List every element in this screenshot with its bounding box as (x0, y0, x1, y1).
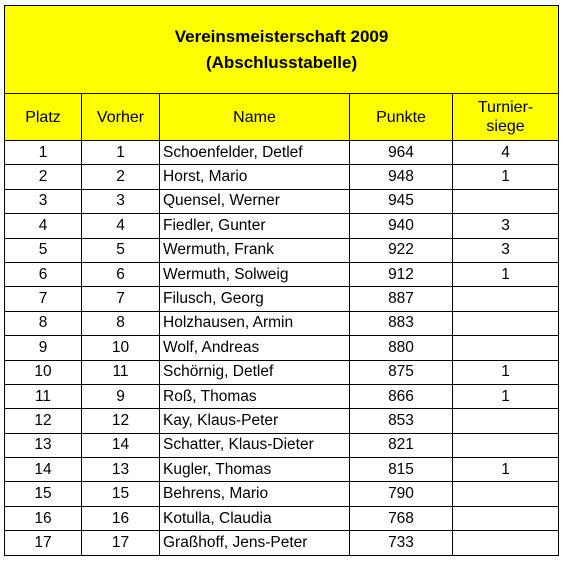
vorher-cell: 17 (82, 531, 160, 555)
header-turniersiege-line-2: siege (486, 118, 525, 135)
punkte-cell: 922 (350, 238, 453, 262)
vorher-cell: 9 (82, 384, 160, 408)
header-vorher: Vorher (82, 94, 160, 141)
table-row (5, 189, 559, 213)
header-turniersiege (453, 94, 559, 141)
title-row (5, 6, 559, 94)
punkte-cell: 768 (350, 506, 453, 530)
punkte-cell: 875 (350, 360, 453, 384)
punkte-cell: 880 (350, 336, 453, 360)
turniersiege-cell (453, 311, 559, 335)
title-line-2: (Abschlusstabelle) (205, 52, 358, 72)
platz-cell: 10 (5, 360, 82, 384)
turniersiege-cell: 1 (453, 262, 559, 286)
platz-cell: 16 (5, 506, 82, 530)
table-row (5, 384, 559, 408)
platz-cell: 11 (5, 384, 82, 408)
header-row (5, 94, 559, 141)
punkte-cell: 940 (350, 214, 453, 238)
punkte-cell: 945 (350, 189, 453, 213)
table-row (5, 433, 559, 457)
platz-cell: 9 (5, 336, 82, 360)
table-row (5, 458, 559, 482)
name-cell: Graßhoff, Jens-Peter (160, 531, 350, 555)
name-cell: Horst, Mario (160, 165, 350, 189)
turniersiege-cell: 1 (453, 384, 559, 408)
title-line-1: Vereinsmeisterschaft 2009 (174, 26, 389, 46)
platz-cell: 17 (5, 531, 82, 555)
turniersiege-cell: 1 (453, 458, 559, 482)
table-row (5, 409, 559, 433)
vorher-cell: 7 (82, 287, 160, 311)
platz-cell: 6 (5, 262, 82, 286)
turniersiege-cell (453, 189, 559, 213)
punkte-cell: 964 (350, 141, 453, 165)
turniersiege-cell (453, 482, 559, 506)
table-row (5, 262, 559, 286)
turniersiege-cell (453, 409, 559, 433)
vorher-cell: 4 (82, 214, 160, 238)
platz-cell: 14 (5, 458, 82, 482)
punkte-cell: 815 (350, 458, 453, 482)
header-name: Name (160, 94, 350, 141)
platz-cell: 4 (5, 214, 82, 238)
vorher-cell: 15 (82, 482, 160, 506)
platz-cell: 12 (5, 409, 82, 433)
standings-table (4, 5, 559, 556)
turniersiege-cell (453, 287, 559, 311)
platz-cell: 2 (5, 165, 82, 189)
vorher-cell: 16 (82, 506, 160, 530)
vorher-cell: 8 (82, 311, 160, 335)
name-cell: Behrens, Mario (160, 482, 350, 506)
vorher-cell: 12 (82, 409, 160, 433)
platz-cell: 3 (5, 189, 82, 213)
name-cell: Schoenfelder, Detlef (160, 141, 350, 165)
punkte-cell: 887 (350, 287, 453, 311)
turniersiege-cell (453, 433, 559, 457)
platz-cell: 13 (5, 433, 82, 457)
punkte-cell: 912 (350, 262, 453, 286)
vorher-cell: 14 (82, 433, 160, 457)
name-cell: Wermuth, Frank (160, 238, 350, 262)
header-platz: Platz (5, 94, 82, 141)
vorher-cell: 2 (82, 165, 160, 189)
vorher-cell: 3 (82, 189, 160, 213)
name-cell: Wermuth, Solweig (160, 262, 350, 286)
table-title (5, 6, 559, 94)
table-row (5, 336, 559, 360)
turniersiege-cell (453, 531, 559, 555)
vorher-cell: 6 (82, 262, 160, 286)
name-cell: Roß, Thomas (160, 384, 350, 408)
turniersiege-cell: 4 (453, 141, 559, 165)
name-cell: Quensel, Werner (160, 189, 350, 213)
punkte-cell: 821 (350, 433, 453, 457)
name-cell: Kotulla, Claudia (160, 506, 350, 530)
punkte-cell: 948 (350, 165, 453, 189)
vorher-cell: 5 (82, 238, 160, 262)
turniersiege-cell: 1 (453, 165, 559, 189)
vorher-cell: 11 (82, 360, 160, 384)
vorher-cell: 13 (82, 458, 160, 482)
name-cell: Schatter, Klaus-Dieter (160, 433, 350, 457)
name-cell: Wolf, Andreas (160, 336, 350, 360)
turniersiege-cell: 1 (453, 360, 559, 384)
header-punkte: Punkte (350, 94, 453, 141)
table-row (5, 165, 559, 189)
table-row (5, 311, 559, 335)
punkte-cell: 866 (350, 384, 453, 408)
turniersiege-cell (453, 336, 559, 360)
platz-cell: 1 (5, 141, 82, 165)
table-row (5, 531, 559, 555)
table-row (5, 506, 559, 530)
table-body (5, 141, 559, 556)
platz-cell: 8 (5, 311, 82, 335)
punkte-cell: 853 (350, 409, 453, 433)
table-row (5, 360, 559, 384)
table-row (5, 214, 559, 238)
punkte-cell: 790 (350, 482, 453, 506)
platz-cell: 7 (5, 287, 82, 311)
platz-cell: 5 (5, 238, 82, 262)
vorher-cell: 10 (82, 336, 160, 360)
turniersiege-cell: 3 (453, 214, 559, 238)
platz-cell: 15 (5, 482, 82, 506)
name-cell: Kugler, Thomas (160, 458, 350, 482)
vorher-cell: 1 (82, 141, 160, 165)
turniersiege-cell (453, 506, 559, 530)
name-cell: Schörnig, Detlef (160, 360, 350, 384)
table-row (5, 482, 559, 506)
name-cell: Holzhausen, Armin (160, 311, 350, 335)
name-cell: Kay, Klaus-Peter (160, 409, 350, 433)
punkte-cell: 883 (350, 311, 453, 335)
table-row (5, 141, 559, 165)
name-cell: Filusch, Georg (160, 287, 350, 311)
punkte-cell: 733 (350, 531, 453, 555)
table-row (5, 238, 559, 262)
table-row (5, 287, 559, 311)
header-turniersiege-line-1: Turnier- (477, 99, 534, 116)
turniersiege-cell: 3 (453, 238, 559, 262)
name-cell: Fiedler, Gunter (160, 214, 350, 238)
